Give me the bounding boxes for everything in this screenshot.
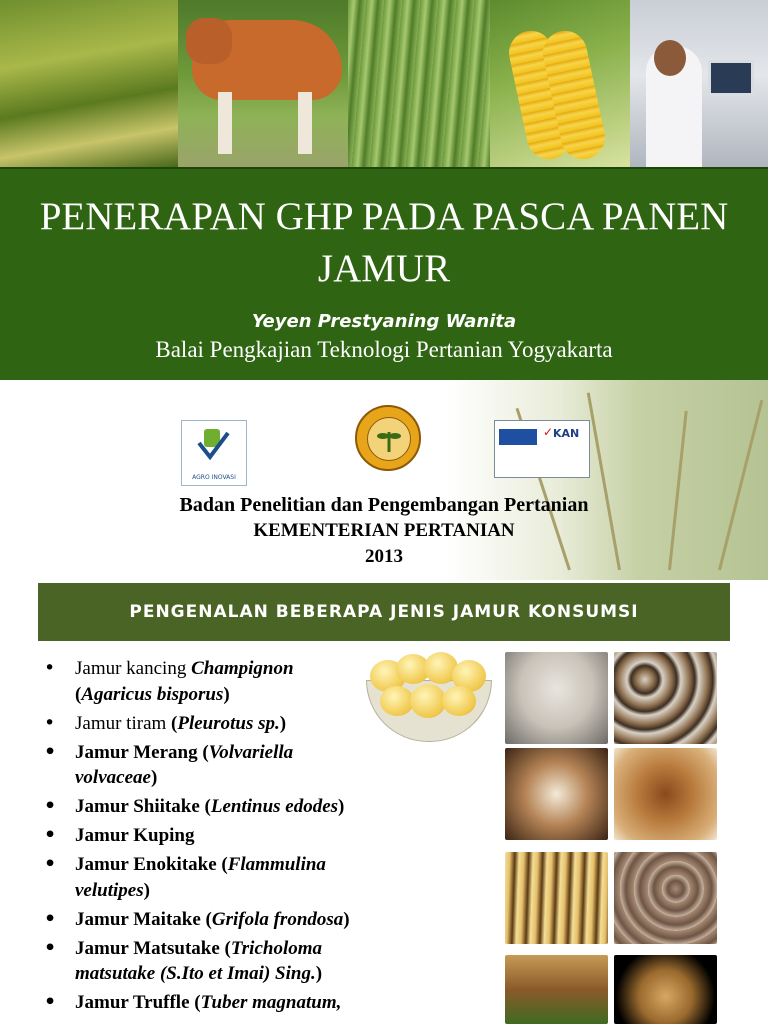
mushroom-name: Jamur Truffle — [75, 992, 195, 1013]
list-item — [44, 852, 374, 903]
paren-open: ( — [204, 796, 211, 817]
enokitake-mushroom-photo — [505, 852, 608, 944]
computer-monitor — [708, 60, 754, 96]
paren-open: ( — [75, 683, 82, 705]
emblem-inner-ring — [367, 417, 411, 461]
champignon-bowl-photo — [366, 650, 492, 742]
list-item — [44, 936, 374, 987]
sugarcane-photo — [348, 0, 490, 167]
kementerian-pertanian-emblem — [355, 405, 421, 471]
paren-open: ( — [224, 937, 231, 959]
list-item — [44, 794, 374, 820]
mushroom-latin-name: Pleurotus sp. — [177, 712, 280, 734]
header-photo-strip — [0, 0, 768, 167]
mushroom-name: Jamur Maitake — [75, 908, 206, 930]
corn-photo — [490, 0, 630, 167]
title-banner — [0, 167, 768, 382]
title-line-1: PENERAPAN GHP PADA PASCA PANEN — [39, 195, 729, 238]
mushroom-name: Jamur kancing — [75, 658, 192, 679]
mushroom-name: Jamur Merang — [75, 741, 203, 763]
paren-open: ( — [202, 741, 209, 763]
list-item — [44, 823, 374, 849]
paren-close: ) — [150, 767, 158, 788]
presentation-title — [0, 191, 768, 295]
institute-name: Balai Pengkajian Teknologi Pertanian Yogyakarta — [155, 337, 613, 362]
agency-name: Badan Penelitian dan Pengembangan Pertanian — [179, 494, 589, 516]
ministry-name: KEMENTERIAN PERTANIAN — [253, 520, 515, 541]
paren-close: ) — [223, 683, 230, 705]
mushroom-common-latin: Champignon — [191, 658, 294, 679]
matsutake-mushroom-photo — [505, 955, 608, 1024]
mushroom-latin-name: Grifola frondosa — [211, 908, 344, 930]
mushroom-name: Jamur tiram — [75, 712, 172, 734]
mushroom-latin-name: Agaricus bisporus — [81, 683, 224, 705]
paren-open: ( — [171, 712, 178, 734]
mushroom-latin-name: Volvariella volvaceae — [75, 741, 294, 788]
list-item — [44, 656, 374, 707]
plant-sprout-icon — [368, 418, 410, 460]
mushroom-cap — [410, 684, 446, 718]
certification-mark — [499, 429, 537, 445]
mushroom-name: Jamur Enokitake — [75, 854, 222, 875]
paren-close: ) — [338, 796, 345, 817]
agro-leaf-check-icon — [196, 427, 230, 461]
shiitake-mushroom-photo — [505, 748, 608, 840]
laboratory-photo — [630, 0, 768, 167]
list-item — [44, 907, 374, 933]
paren-open: ( — [194, 992, 201, 1013]
mushroom-name: Jamur Kuping — [75, 825, 195, 846]
mushroom-list — [44, 656, 374, 1019]
cow-head — [186, 18, 232, 64]
mushroom-latin-name: Lentinus edodes — [210, 796, 339, 817]
wood-ear-mushroom-photo — [614, 748, 717, 840]
list-item — [44, 990, 374, 1016]
kan-accreditation-logo — [494, 420, 590, 478]
cow-leg — [218, 92, 232, 154]
mushroom-latin-name: Flammulina velutipes — [75, 854, 326, 901]
truffle-mushroom-photo — [614, 955, 717, 1024]
paren-open: ( — [221, 854, 228, 875]
check-mark-icon: ✓ — [543, 425, 554, 439]
mushroom-latin-name: Tuber magnatum, — [200, 992, 342, 1013]
list-item — [44, 740, 374, 791]
straw-mushroom-photo — [614, 652, 717, 744]
agro-inovasi-logo — [181, 420, 247, 486]
paren-close: ) — [279, 712, 287, 734]
researcher-head — [654, 40, 686, 76]
maitake-mushroom-photo — [614, 852, 717, 944]
list-item — [44, 711, 374, 737]
agency-block — [0, 492, 768, 570]
paren-close: ) — [143, 879, 150, 901]
rice-field-photo — [0, 0, 178, 167]
cow-photo — [178, 0, 348, 167]
paren-close: ) — [315, 963, 323, 984]
agro-inovasi-caption: AGRO INOVASI — [192, 474, 236, 481]
mushroom-latin-name: Tricholoma matsutake (S.Ito et Imai) Sing. — [75, 937, 323, 984]
author-name: Yeyen Prestyaning Wanita — [251, 311, 517, 332]
mushroom-name: Jamur Shiitake — [75, 796, 205, 817]
section-heading: PENGENALAN BEBERAPA JENIS JAMUR KONSUMSI — [38, 583, 730, 641]
mushroom-cap — [442, 686, 476, 716]
year-label: 2013 — [365, 546, 403, 567]
paren-open: ( — [205, 908, 212, 930]
cow-leg — [298, 92, 312, 154]
mushroom-cap — [380, 686, 414, 716]
kan-label: KAN — [553, 427, 580, 440]
title-line-2: JAMUR — [317, 247, 451, 290]
oyster-mushroom-photo — [505, 652, 608, 744]
mushroom-name: Jamur Matsutake — [75, 937, 225, 959]
paren-close: ) — [343, 908, 350, 930]
